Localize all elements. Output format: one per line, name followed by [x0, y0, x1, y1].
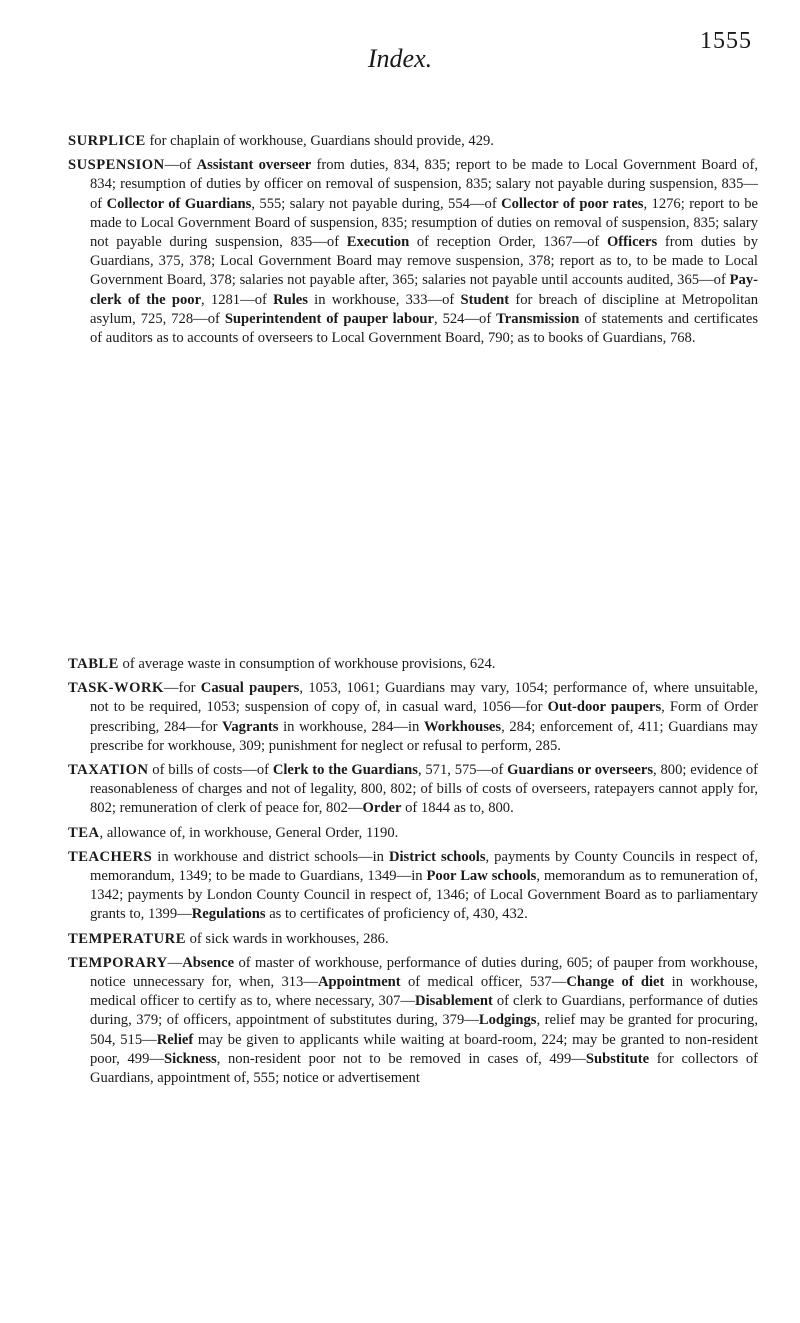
entry-subheading: District schools	[388, 848, 486, 865]
entry-heading: TEA	[68, 824, 100, 841]
entry-text: for breach of discipline at Metropolitan asylum, 725, 728—of	[90, 291, 758, 327]
entry-text: , 524—of	[433, 310, 497, 327]
entry-subheading: Vagrants	[222, 718, 279, 735]
entry-heading: SURPLICE	[68, 133, 146, 149]
entry-subheading: Execution	[346, 234, 410, 251]
entry-subheading: Poor Law schools	[426, 868, 537, 885]
entry-text: , 1053, 1061; Guardians may vary, 1054; performance of, where unsuitable, not to be required, 1053; suspension of copy of, in casual ward, 1056—for	[90, 680, 758, 716]
index-entry-suspension	[68, 156, 758, 348]
entry-subheading: Sickness	[163, 1050, 217, 1067]
page-title: Index.	[367, 44, 433, 73]
entry-text: of statements and certificates of auditors as to accounts of overseers to Local Government Board, 790; as to books of Guardians, 768.	[90, 310, 759, 347]
entry-text: of sick wards in workhouses, 286.	[185, 930, 389, 947]
entry-subheading: Officers	[606, 234, 658, 251]
entry-subheading: Workhouses	[424, 718, 502, 735]
index-block-surplice-suspension	[68, 132, 758, 353]
entry-subheading: Appointment	[317, 974, 401, 991]
entry-subheading: Superintendent of pauper labour	[224, 310, 434, 327]
entry-text: from duties by Guardians, 375, 378; Local Government Board may remove suspension, 378; report as to, to be made to Local Government Board, 378; salaries not payable after, 365; salaries not payable until accounts audited, 365—of	[90, 234, 758, 289]
entry-subheading: Absence	[182, 954, 235, 971]
entry-text: , 800; evidence of reasonableness of charges and not of legality, 800, 802; of bills of costs of overseers, ratepayers cannot apply for, 802; remuneration of clerk of peace for, 802—	[90, 762, 758, 817]
entry-text: —	[167, 954, 183, 971]
entry-subheading: Casual paupers	[200, 680, 300, 697]
index-entry-teachers	[68, 848, 758, 925]
entry-subheading: Rules	[273, 291, 308, 308]
entry-text: of master of workhouse, performance of duties during, 605; of pauper from workhouse, notice unnecessary for, when, 313—	[90, 954, 758, 991]
entry-heading: TABLE	[68, 656, 119, 672]
entry-text: , allowance of, in workhouse, General Order, 1190.	[99, 824, 399, 841]
entry-text: as to certificates of proficiency of, 430, 432.	[265, 906, 528, 923]
entry-text: of clerk to Guardians, performance of duties during, 379; of officers, appointment of substitutes during, 379—	[90, 993, 758, 1029]
entry-text: in workhouse and district schools—in	[152, 848, 389, 865]
entry-subheading: Guardians or overseers	[507, 762, 654, 779]
entry-text: , 571, 575—of	[417, 762, 508, 779]
entry-heading: TAXATION	[68, 762, 149, 779]
entry-text: , memorandum as to remuneration of, 1342; payments by London County Council in respect of, 1346; of Local Government Board as to parliamentary grants to, 1399—	[90, 868, 758, 923]
entry-text: of bills of costs—of	[148, 762, 273, 779]
entry-text: for chaplain of workhouse, Guardians should provide, 429.	[145, 133, 494, 149]
entry-text: may be given to applicants while waiting at board-room, 224; may be granted to non-resident poor, 499—	[90, 1031, 758, 1067]
index-entry-surplice	[68, 132, 758, 151]
index-entry-taxation	[68, 761, 758, 819]
entry-text: , Form of Order prescribing, 284—for	[90, 699, 758, 735]
entry-heading: TEMPERATURE	[68, 930, 186, 947]
entry-heading: TEMPORARY	[68, 954, 168, 971]
index-entry-tea	[68, 824, 758, 843]
entry-text: , relief may be granted for procuring, 504, 515—	[90, 1012, 758, 1048]
index-block-table-temporary	[68, 655, 758, 1093]
entry-subheading: Out-door paupers	[547, 699, 662, 716]
entry-subheading: Collector of Guardians	[106, 195, 252, 212]
entry-text: , 1281—of	[201, 291, 274, 308]
entry-text: , non-resident poor not to be removed in cases of, 499—	[216, 1050, 586, 1067]
page-number: 1555	[700, 28, 752, 54]
entry-subheading: Collector of poor rates	[501, 195, 644, 212]
entry-subheading: Transmission	[496, 310, 580, 327]
entry-heading: TASK-WORK	[68, 680, 164, 697]
index-entry-temporary	[68, 954, 758, 1088]
entry-text: from duties, 834, 835; report to be made to Local Government Board of, 834; resumption of duties by officer on removal of suspension, 835; salary not payable during suspension, 835—of	[90, 157, 758, 212]
entry-subheading: Disablement	[415, 993, 493, 1010]
index-entry-temperature	[68, 930, 758, 949]
entry-text: in workhouse, medical officer to certify as to, where necessary, 307—	[90, 974, 758, 1010]
entry-subheading: Regulations	[191, 906, 266, 923]
entry-subheading: Pay-clerk of the poor	[90, 272, 758, 308]
entry-subheading: Student	[460, 291, 510, 308]
entry-text: of 1844 as to, 800.	[401, 800, 514, 817]
entry-text: in workhouse, 333—of	[307, 291, 461, 308]
entry-text: —of	[164, 157, 197, 174]
entry-subheading: Assistant overseer	[196, 157, 312, 174]
entry-text: of medical officer, 537—	[400, 974, 567, 991]
index-entry-task-work	[68, 679, 758, 756]
entry-subheading: Order	[362, 800, 402, 817]
entry-text: , 555; salary not payable during, 554—of	[251, 195, 502, 212]
entry-subheading: Lodgings	[478, 1012, 537, 1029]
entry-subheading: Change of diet	[566, 974, 665, 991]
entry-text: , 284; enforcement of, 411; Guardians may prescribe for workhouse, 309; punishment for neglect or refusal to perform, 285.	[90, 718, 758, 754]
entry-subheading: Relief	[156, 1031, 194, 1048]
entry-text: of average waste in consumption of workhouse provisions, 624.	[118, 656, 496, 672]
entry-subheading: Clerk to the Guardians	[272, 762, 418, 779]
entry-text: , 1276; report to be made to Local Government Board of suspension, 835; resumption of duties on removal of suspension, 835; salary not payable during suspension, 835—of	[90, 195, 758, 251]
index-entry-table	[68, 655, 758, 674]
entry-text: —for	[163, 680, 201, 697]
entry-text: , payments by County Councils in respect of, memorandum, 1349; to be made to Guardians, 1349—in	[90, 848, 758, 885]
entry-subheading: Substitute	[585, 1050, 650, 1067]
entry-text: for collectors of Guardians, appointment of, 555; notice or advertisement	[90, 1050, 758, 1087]
entry-text: in workhouse, 284—in	[278, 718, 425, 735]
entry-text: of reception Order, 1367—of	[409, 234, 607, 251]
entry-heading: SUSPENSION	[68, 157, 165, 174]
entry-heading: TEACHERS	[68, 848, 153, 865]
